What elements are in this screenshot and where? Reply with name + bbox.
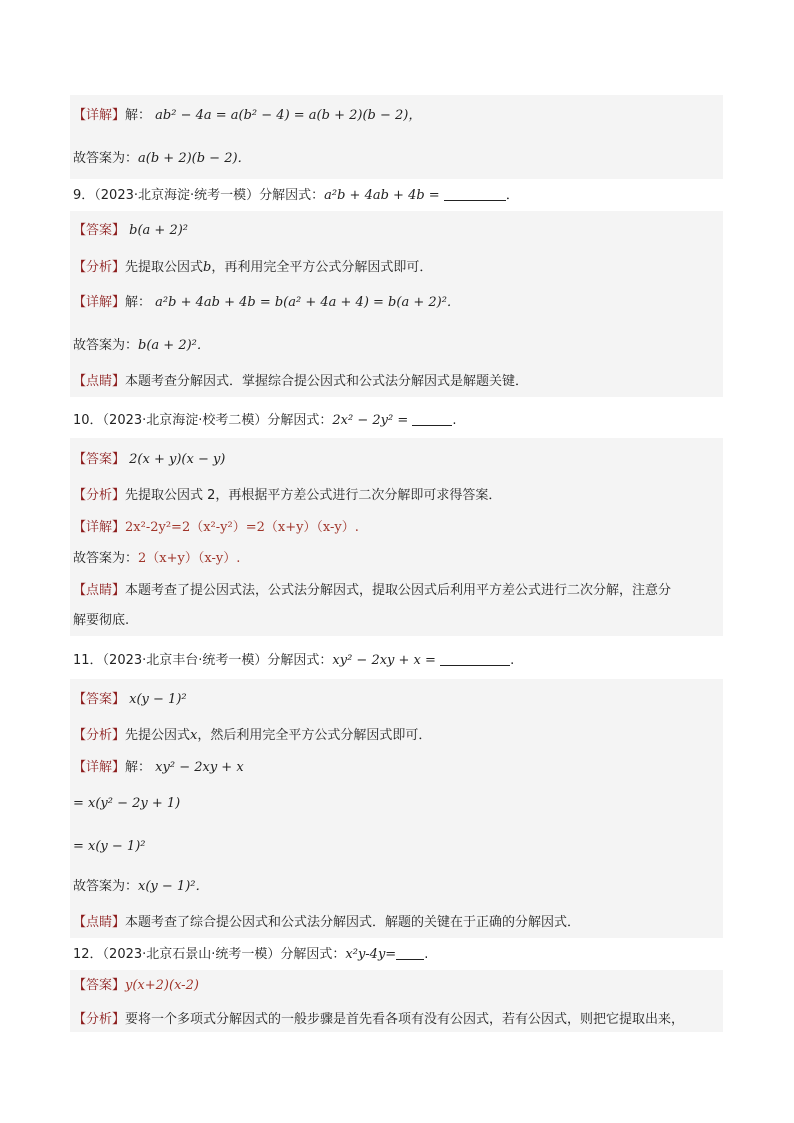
q10-answer-math: 2(x + y)(x − y) <box>129 452 226 467</box>
analysis-text-2: ，然后利用完全平方公式分解因式即可． <box>197 728 432 743</box>
q10-ans-red: 2（x+y）（x-y）. <box>138 551 241 566</box>
answer-blank <box>396 946 424 960</box>
q12-stem-text: 12．（2023·北京石景山·统考一模）分解因式： <box>73 947 346 962</box>
detail-text: 解： <box>125 295 152 310</box>
q10-stem-end: . <box>452 413 457 428</box>
analysis-tag: 【分析】 <box>73 488 126 503</box>
q11-ans-line <box>73 878 208 896</box>
analysis-tag: 【分析】 <box>73 728 126 743</box>
q8-answer-math: a(b + 2)(b − 2)． <box>138 151 251 166</box>
detail-text: 解： <box>125 760 152 775</box>
answer-label: 故答案为： <box>73 551 139 566</box>
q12-answer-line <box>73 977 199 995</box>
q9-ans-math: b(a + 2)²． <box>138 338 210 353</box>
answer-tag: 【答案】 <box>73 692 126 707</box>
q11-detail-line <box>73 759 244 777</box>
q11-stem-end: . <box>510 653 515 668</box>
q11-analysis-line <box>73 727 431 745</box>
q11-stem-text: 11．（2023·北京丰台·统考一模）分解因式： <box>73 653 333 668</box>
q9-answer-line <box>73 222 188 240</box>
q9-ans-line <box>73 337 210 355</box>
q10-stem <box>73 412 457 430</box>
point-text: 本题考查了提公因式法，公式法分解因式，提取公因式后利用平方差公式进行二次分解，注意分 <box>125 583 672 598</box>
q12-answer-red: y(x+2)(x-2) <box>125 978 199 993</box>
point-tag: 【点睛】 <box>73 583 126 598</box>
q11-point-line <box>73 914 580 932</box>
q11-step-1-math: = x(y² − 2y + 1) <box>73 796 181 811</box>
q10-point-line-1 <box>73 582 671 600</box>
q10-detail-red: 2x²-2y²=2（x²-y²）=2（x+y）（x-y）. <box>125 520 359 535</box>
q10-analysis-line <box>73 487 501 505</box>
analysis-tag: 【分析】 <box>73 1012 126 1027</box>
detail-tag: 【详解】 <box>73 520 126 535</box>
q9-stem-math: a²b + 4ab + 4b = <box>324 188 440 203</box>
q9-stem <box>73 187 519 205</box>
analysis-text: 先提取公因式 2，再根据平方差公式进行二次分解即可求得答案． <box>125 488 502 503</box>
point-text: 本题考查了综合提公因式和公式法分解因式．解题的关键在于正确的分解因式． <box>125 915 581 930</box>
q8-answer-line <box>73 150 251 168</box>
answer-blank <box>444 187 506 201</box>
detail-text: 解： <box>125 108 152 123</box>
q10-point-line-2 <box>73 612 129 630</box>
q11-step-2 <box>73 838 145 856</box>
answer-tag: 【答案】 <box>73 452 126 467</box>
q10-stem-text: 10．（2023·北京海淀·校考二模）分解因式： <box>73 413 333 428</box>
q12-stem <box>73 946 428 964</box>
q11-answer-math: x(y − 1)² <box>129 692 187 707</box>
q11-stem-math: xy² − 2xy + x = <box>332 653 436 668</box>
q10-stem-math: 2x² − 2y² = <box>332 413 409 428</box>
analysis-math: x <box>190 728 198 743</box>
q11-step-2-math: = x(y − 1)² <box>73 839 146 854</box>
answer-tag: 【答案】 <box>73 223 126 238</box>
point-tag: 【点睛】 <box>73 374 126 389</box>
q10-detail-line <box>73 519 359 537</box>
analysis-text: 先提公因式 <box>125 728 191 743</box>
q9-analysis-line <box>73 259 432 277</box>
q11-answer-line <box>73 691 187 709</box>
analysis-text-2: ，再利用完全平方公式分解因式即可． <box>211 260 433 275</box>
q9-detail-line <box>73 294 460 312</box>
q8-detail-line <box>73 107 421 125</box>
analysis-math: b <box>203 260 212 275</box>
detail-tag: 【详解】 <box>73 760 126 775</box>
answer-blank <box>440 652 510 666</box>
answer-label: 故答案为： <box>73 338 139 353</box>
q10-ans-line <box>73 550 240 568</box>
detail-tag: 【详解】 <box>73 295 126 310</box>
q11-step-1 <box>73 795 180 813</box>
point-tag: 【点睛】 <box>73 915 126 930</box>
q8-detail-math: ab² − 4a = a(b² − 4) = a(b + 2)(b − 2)， <box>155 108 422 123</box>
answer-blank <box>412 412 452 426</box>
q9-point-line <box>73 373 528 391</box>
answer-label: 故答案为： <box>73 151 139 166</box>
q11-ans-math: x(y − 1)²． <box>138 879 209 894</box>
q11-detail-math: xy² − 2xy + x <box>155 760 244 775</box>
q10-answer-line <box>73 451 225 469</box>
q9-detail-math: a²b + 4ab + 4b = b(a² + 4a + 4) = b(a + 2)²． <box>155 295 460 310</box>
point-text-2: 解要彻底. <box>73 613 130 628</box>
analysis-text: 要将一个多项式分解因式的一般步骤是首先看各项有没有公因式，若有公因式，则把它提取出来， <box>125 1012 685 1027</box>
q9-stem-text: 9．（2023·北京海淀·统考一模）分解因式： <box>73 188 325 203</box>
analysis-text: 先提取公因式 <box>125 260 204 275</box>
point-text: 本题考查分解因式．掌握综合提公因式和公式法分解因式是解题关键． <box>125 374 529 389</box>
q9-answer-math: b(a + 2)² <box>129 223 189 238</box>
detail-tag: 【详解】 <box>73 108 126 123</box>
q9-stem-end: ． <box>505 188 519 203</box>
q12-analysis-line <box>73 1011 684 1029</box>
analysis-tag: 【分析】 <box>73 260 126 275</box>
answer-label: 故答案为： <box>73 879 139 894</box>
q12-stem-math: x²y-4y= <box>345 947 397 962</box>
q11-stem <box>73 652 514 670</box>
q12-stem-end: . <box>424 947 429 962</box>
answer-tag: 【答案】 <box>73 978 126 993</box>
